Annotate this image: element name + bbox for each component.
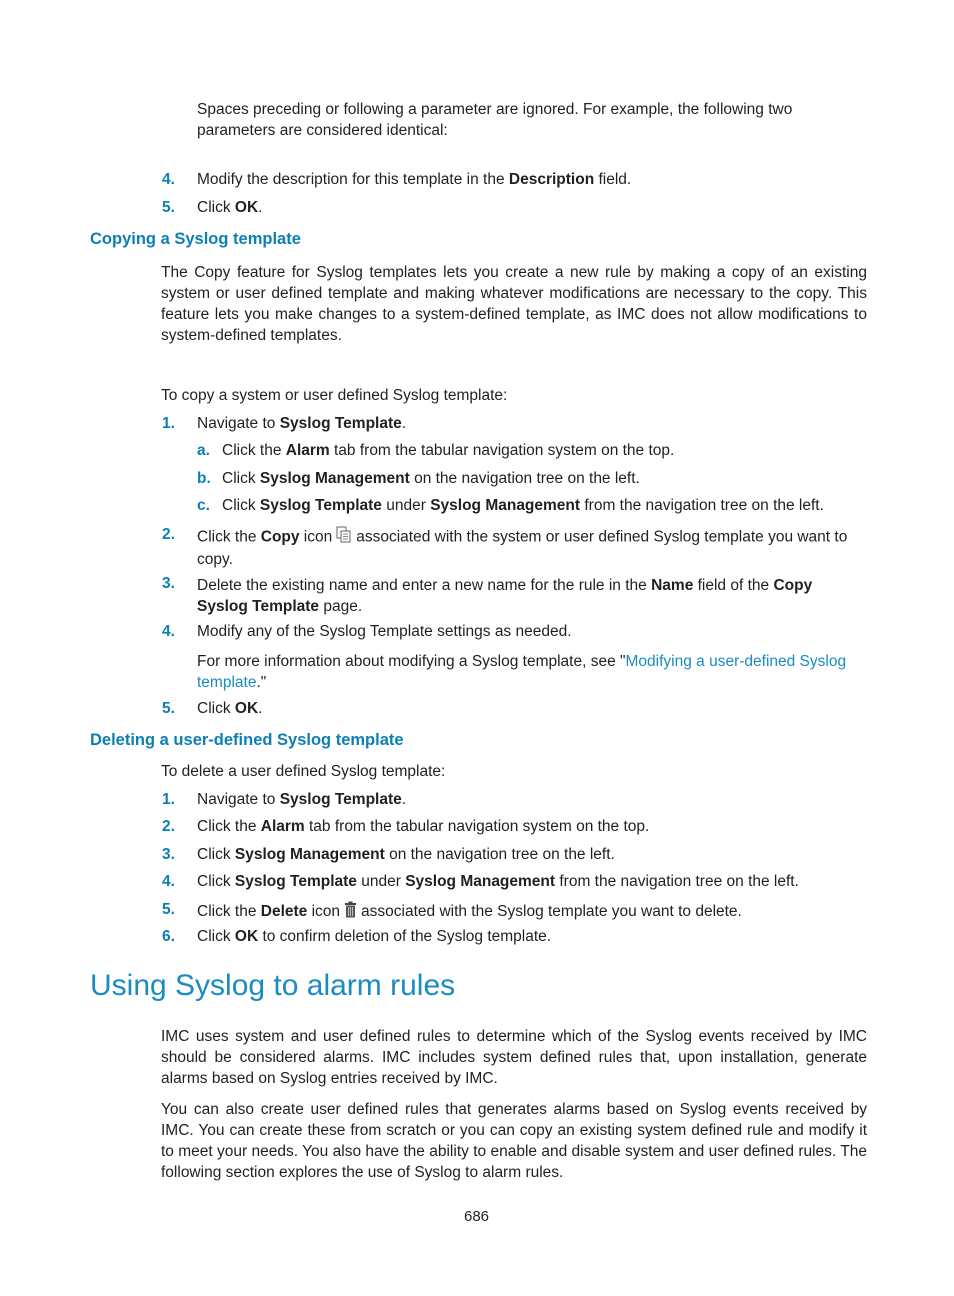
step-number: 5. bbox=[162, 901, 175, 918]
step-note: For more information about modifying a Syslog template, see "Modifying a user-defined Syslog template." bbox=[197, 653, 847, 691]
step-text: Click OK to confirm deletion of the Syslog template. bbox=[197, 928, 552, 945]
step-text: Click Syslog Management on the navigation tree on the left. bbox=[197, 846, 615, 863]
chapter-title: Using Syslog to alarm rules bbox=[90, 969, 456, 1002]
step-number: 4. bbox=[162, 171, 175, 188]
step-number: 3. bbox=[162, 846, 175, 863]
step-number: 5. bbox=[162, 700, 175, 717]
step-text: Modify the description for this template in the Description field. bbox=[197, 171, 632, 188]
step-text: Click OK. bbox=[197, 199, 263, 216]
step-number: 1. bbox=[162, 415, 175, 432]
substep-letter: c. bbox=[197, 497, 210, 514]
step-text: Navigate to Syslog Template. bbox=[197, 791, 407, 808]
section-heading: Copying a Syslog template bbox=[90, 230, 301, 248]
step-number: 3. bbox=[162, 575, 175, 592]
lead-text: To delete a user defined Syslog template: bbox=[161, 763, 446, 780]
step-number: 5. bbox=[162, 199, 175, 216]
page-number: 686 bbox=[464, 1208, 490, 1225]
section-heading: Deleting a user-defined Syslog template bbox=[90, 731, 404, 749]
modify-template-link[interactable]: Modifying a user-defined Syslog template bbox=[197, 653, 847, 691]
copy-icon bbox=[336, 526, 352, 549]
substep-letter: a. bbox=[197, 442, 210, 459]
step-text: Click the Alarm tab from the tabular navigation system on the top. bbox=[197, 818, 650, 835]
spaces-note: Spaces preceding or following a parameter are ignored. For example, the following two parameters are considered identical: bbox=[197, 101, 793, 139]
step-number: 4. bbox=[162, 873, 175, 890]
step-text: Click the Copy icon associated with the system or user defined Syslog template you want to copy. bbox=[197, 526, 867, 570]
step-number: 2. bbox=[162, 526, 175, 543]
step-number: 4. bbox=[162, 623, 175, 640]
step-text: Click Syslog Template under Syslog Management from the navigation tree on the left. bbox=[222, 497, 824, 514]
step-number: 6. bbox=[162, 928, 175, 945]
step-text: Click OK. bbox=[197, 700, 263, 717]
step-number: 1. bbox=[162, 791, 175, 808]
lead-text: To copy a system or user defined Syslog template: bbox=[161, 387, 508, 404]
step-text: Click the Alarm tab from the tabular navigation system on the top. bbox=[222, 442, 675, 459]
step-text: Delete the existing name and enter a new name for the rule in the Name field of the Copy Syslog Template page. bbox=[197, 577, 813, 615]
step-text: Modify any of the Syslog Template settings as needed. bbox=[197, 623, 572, 640]
trash-icon bbox=[344, 901, 357, 923]
step-text: Click Syslog Template under Syslog Management from the navigation tree on the left. bbox=[197, 873, 799, 890]
body-paragraph: IMC uses system and user defined rules to determine which of the Syslog events received by IMC should be considered alarms. IMC includes system defined rules that, upon installation, generate alarms based on Syslog entries received by IMC. bbox=[161, 1028, 867, 1087]
body-paragraph: The Copy feature for Syslog templates lets you create a new rule by making a copy of an existing system or user defined template and making whatever modifications are necessary to the copy. This feature lets you make changes to a system-defined template, as IMC does not allow modifications to system-defined templates. bbox=[161, 264, 867, 344]
step-number: 2. bbox=[162, 818, 175, 835]
step-text: Click Syslog Management on the navigation tree on the left. bbox=[222, 470, 640, 487]
substep-letter: b. bbox=[197, 470, 211, 487]
step-text: Click the Delete icon associated with the Syslog template you want to delete. bbox=[197, 901, 742, 923]
step-text: Navigate to Syslog Template. bbox=[197, 415, 407, 432]
body-paragraph: You can also create user defined rules that generates alarms based on Syslog events received by IMC. You can create these from scratch or you can copy an existing system defined rule and modify it to meet your needs. You also have the ability to enable and disable system and user defined rules. The following section explores the use of Syslog to alarm rules. bbox=[161, 1101, 867, 1181]
